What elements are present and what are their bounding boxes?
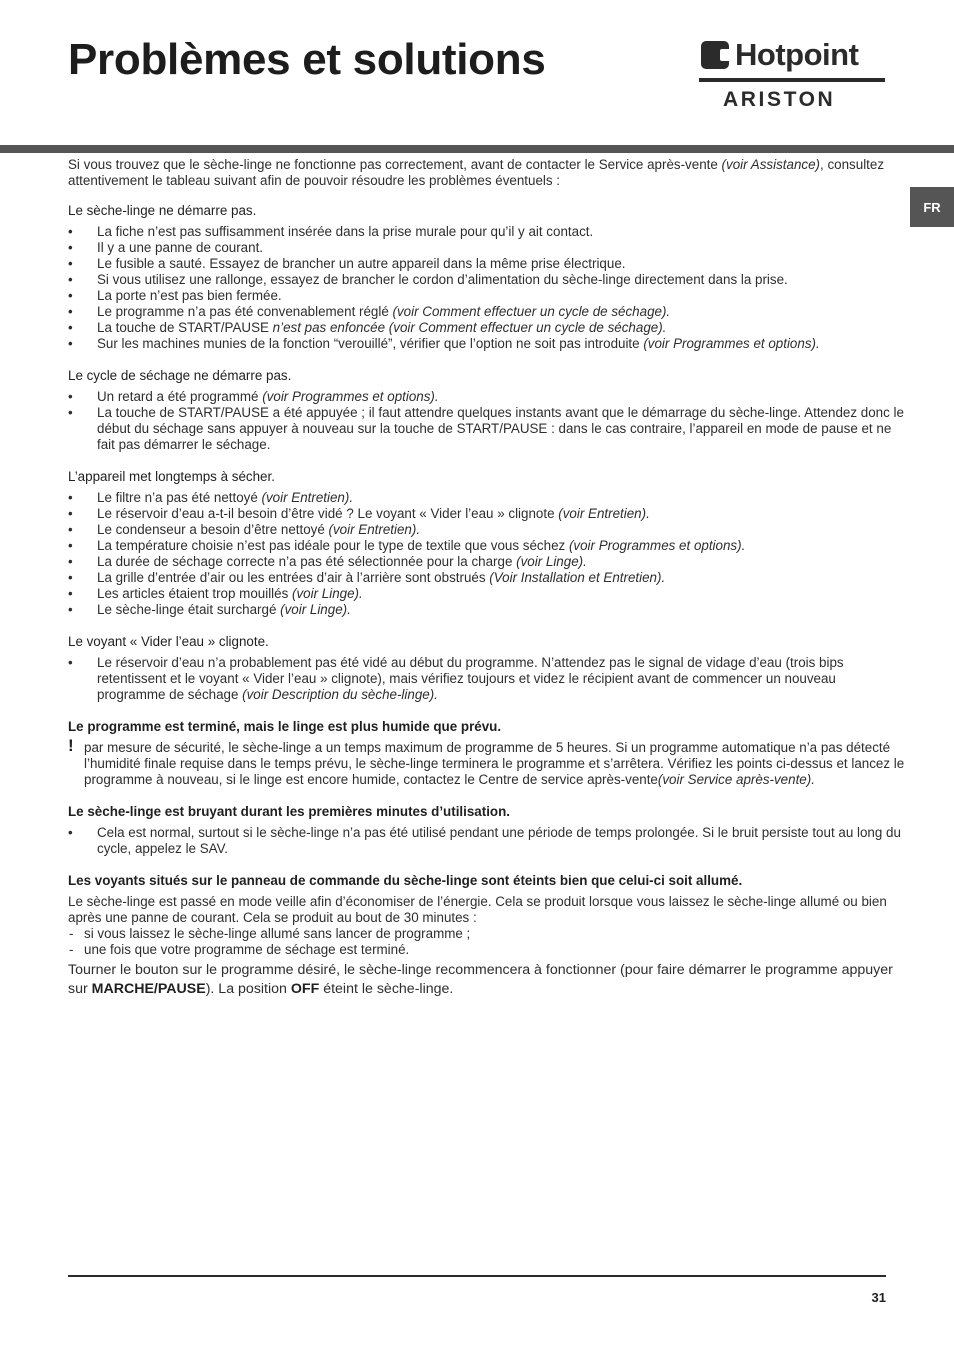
item-text: La grille d’entrée d’air ou les entrées d’air à l’arrière sont obstrués (97, 570, 490, 585)
list-item (68, 554, 908, 570)
item-ref: n’est pas enfoncée (voir Comment effectuer un cycle de séchage). (272, 320, 667, 335)
section-heading: Les voyants situés sur le panneau de commande du sèche-linge sont éteints bien que celui-ci soit allumé. (68, 873, 743, 888)
list-item (68, 538, 908, 554)
list-item: • Cela est normal, surtout si le sèche-linge n’a pas été utilisé pendant une période de temps prolongée. Si le bruit persiste tout au long du cycle, appelez le SAV. (68, 825, 908, 857)
item-text: Un retard a été programmé (97, 389, 263, 404)
problem-section (68, 634, 908, 703)
warning-ref: (voir Service après-vente). (657, 772, 815, 787)
list-item (68, 490, 908, 506)
section-heading: Le voyant « Vider l’eau » clignote. (68, 634, 269, 649)
list-item (68, 389, 908, 405)
list-item: - si vous laissez le sèche-linge allumé sans lancer de programme ; (68, 926, 908, 942)
warning-text: par mesure de sécurité, le sèche-linge a un temps maximum de programme de 5 heures. Si un programme automatique n’a pas détecté l’humidité finale requise dans le temps prévu, le sèche-linge terminera le programme et s’arrêtera. Vérifiez les points ci-dessus et lancez le programme à nouveau, si le linge est encore humide, contactez le Centre de service après-vente (84, 740, 905, 787)
bullet-list (68, 655, 908, 703)
section-humid (68, 719, 908, 788)
logo-divider (699, 78, 885, 82)
footer-rule (68, 1275, 886, 1277)
item-text: Le réservoir d’eau n’a probablement pas été vidé au début du programme. N’attendez pas le signal de vidage d’eau (trois bips retentissent et le voyant « Vider l’eau » clignote), mais vérifiez toujours et videz le récipient avant de commencer un nouveau programme de séchage (97, 655, 844, 702)
header-bar (0, 145, 954, 153)
item-text: La durée de séchage correcte n’a pas été sélectionnée pour la charge (97, 554, 517, 569)
item-text: Il y a une panne de courant. (97, 240, 264, 255)
section-heading: Le cycle de séchage ne démarre pas. (68, 368, 292, 383)
brand-bottom: ARISTON (723, 88, 836, 111)
item-text: Le filtre n’a pas été nettoyé (97, 490, 262, 505)
section-noisy (68, 804, 908, 857)
item-text: Les articles étaient trop mouillés (97, 586, 293, 601)
item-ref: (voir Programmes et options). (568, 538, 746, 553)
item-text: La touche de START/PAUSE (97, 320, 273, 335)
item-ref: (voir Description du sèche-linge). (242, 687, 438, 702)
problem-section (68, 469, 908, 618)
intro-text-2: , consultez attentivement le tableau suivant afin de pouvoir résoudre les problèmes éventuels : (68, 157, 885, 188)
problem-section (68, 203, 908, 352)
item-ref: (voir Linge). (280, 602, 351, 617)
list-item (68, 602, 908, 618)
standby-text: Le sèche-linge est passé en mode veille afin d’économiser de l’énergie. Cela se produit lorsque vous laissez le sèche-linge allumé ou bien après une panne de courant. Cela se produit au bout de 30 minutes : (68, 894, 887, 925)
list-item (68, 570, 908, 586)
list-item (68, 405, 908, 453)
section-heading: Le sèche-linge ne démarre pas. (68, 203, 257, 218)
list-item (68, 288, 908, 304)
final-text-a: Tourner le bouton sur le programme désiré, le sèche-linge recommencera à fonctionner (pour faire démarrer le programme appuyer sur (68, 962, 893, 997)
final-text-e: éteint le sèche-linge. (319, 981, 454, 997)
list-item (68, 506, 908, 522)
item-ref: (voir Programmes et options). (262, 389, 439, 404)
section-standby (68, 873, 908, 999)
item-text: La température choisie n’est pas idéale pour le type de textile que vous séchez (97, 538, 569, 553)
list-item (68, 304, 908, 320)
item-text: Le réservoir d’eau a-t-il besoin d’être vidé ? Le voyant « Vider l’eau » clignote (97, 506, 559, 521)
item-text: Le sèche-linge était surchargé (97, 602, 281, 617)
page-title: Problèmes et solutions (68, 35, 546, 84)
final-text-c: ). La position (205, 981, 291, 997)
intro-text: Si vous trouvez que le sèche-linge ne fonctionne pas correctement, avant de contacter le Service après-vente (68, 157, 722, 172)
standby-final (68, 961, 908, 999)
intro-paragraph (68, 157, 908, 189)
item-text: Le programme n’a pas été convenablement réglé (97, 304, 393, 319)
section-heading: Le sèche-linge est bruyant durant les premières minutes d’utilisation. (68, 804, 511, 819)
list-item (68, 224, 908, 240)
item-text: Sur les machines munies de la fonction “verouillé”, vérifier que l’option ne soit pas introduite (97, 336, 644, 351)
item-ref: (voir Linge). (516, 554, 587, 569)
item-text: Le condenseur a besoin d’être nettoyé (97, 522, 329, 537)
brand-top: Hotpoint (735, 37, 859, 72)
item-text: Le fusible a sauté. Essayez de brancher un autre appareil dans la même prise électrique. (97, 256, 626, 271)
list-item (68, 320, 908, 336)
main-content (68, 157, 908, 1015)
marche-pause-label: MARCHE/PAUSE (91, 981, 206, 997)
hotpoint-logo-icon (701, 41, 729, 69)
list-item (68, 522, 908, 538)
item-ref: (voir Programmes et options). (643, 336, 820, 351)
off-label: OFF (290, 981, 320, 997)
list-item: - une fois que votre programme de séchage est terminé. (68, 942, 908, 958)
page-number: 31 (871, 1290, 886, 1305)
warning-note (68, 736, 908, 788)
item-text: La fiche n’est pas suffisamment insérée dans la prise murale pour qu’il y ait contact. (97, 224, 594, 239)
item-text: La porte n’est pas bien fermée. (97, 288, 282, 303)
item-ref: (voir Entretien). (558, 506, 650, 521)
item-ref: (voir Entretien). (261, 490, 354, 505)
warning-icon: ! (68, 736, 74, 755)
item-ref: (Voir Installation et Entretien). (489, 570, 666, 585)
item-text: Si vous utilisez une rallonge, essayez de brancher le cordon d’alimentation du sèche-linge directement dans la prise. (97, 272, 788, 287)
item-ref: (voir Entretien). (328, 522, 421, 537)
bullet-list (68, 490, 908, 618)
item-ref: (voir Linge). (292, 586, 363, 601)
list-item (68, 586, 908, 602)
list-item (68, 272, 908, 288)
list-item (68, 655, 908, 703)
list-item (68, 336, 908, 352)
list-item (68, 240, 908, 256)
problem-section (68, 368, 908, 453)
item-text: La touche de START/PAUSE a été appuyée ; il faut attendre quelques instants avant que le démarrage du sèche-linge. Attendez donc le début du séchage sans appuyer à nouveau sur la touche de START/PAUSE : dans le cas contraire, l’appareil en mode de pause et ne fait pas démarrer le séchage. (97, 405, 904, 452)
section-heading: L’appareil met longtemps à sécher. (68, 469, 275, 484)
bullet-list (68, 389, 908, 453)
item-ref: (voir Comment effectuer un cycle de séchage). (392, 304, 671, 319)
intro-ref: (voir Assistance) (721, 157, 821, 172)
problem-sections (68, 203, 908, 703)
bullet-list (68, 224, 908, 352)
language-tab: FR (910, 187, 954, 227)
dash-list (68, 926, 908, 958)
section-heading: Le programme est terminé, mais le linge est plus humide que prévu. (68, 719, 502, 734)
bullet-list (68, 825, 908, 857)
brand-logo (699, 38, 889, 118)
list-item (68, 256, 908, 272)
